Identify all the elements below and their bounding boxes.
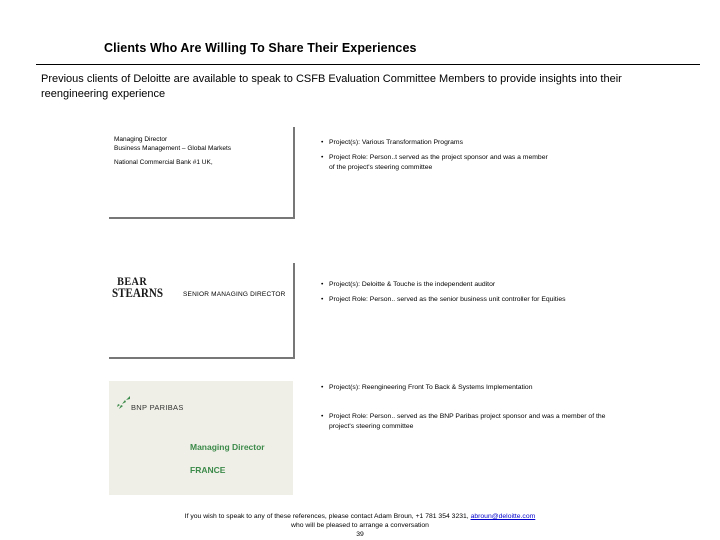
- bullet-icon: •: [321, 413, 324, 420]
- client-2-role: • Project Role: Person.. served as the senior business unit controller for Equities: [321, 296, 566, 303]
- intro-text: Previous clients of Deloitte are available to speak to CSFB Evaluation Committee Members to provide insights into their reengineering experience: [41, 73, 622, 100]
- client-3-role: • Project Role: Person.. served as the BNP Paribas project sponsor and was a member of the project's steering committee: [321, 413, 606, 430]
- page-title: Clients Who Are Willing To Share Their Experiences: [104, 41, 417, 55]
- client-1-title: Managing Director: [114, 136, 168, 143]
- client-3-title: Managing Director: [190, 442, 265, 452]
- client-card-1: [109, 127, 295, 219]
- client-1-role: • Project Role: Person..t served as the project sponsor and was a member of the project's steering committee: [321, 154, 548, 171]
- contact-email-link[interactable]: abroun@deloitte.com: [470, 513, 536, 520]
- footer-contact-text: If you wish to speak to any of these references, please contact Adam Broun, +1 781 354 3231,: [184, 513, 469, 520]
- client-2-project: • Project(s): Deloitte & Touche is the independent auditor: [321, 281, 496, 288]
- client-card-2: [109, 263, 295, 359]
- bnp-paribas-logo: BNP PARIBAS: [131, 403, 184, 412]
- bear-stearns-logo: BEAR STEARNS: [112, 274, 163, 300]
- title-divider: [36, 64, 700, 65]
- bullet-icon: •: [321, 384, 324, 391]
- footer-line-2: who will be pleased to arrange a conversation: [291, 522, 429, 529]
- client-3-country: FRANCE: [190, 465, 226, 475]
- bullet-icon: •: [321, 281, 324, 288]
- page-number: 39: [356, 531, 364, 538]
- client-card-3: [109, 381, 293, 495]
- client-3-project: • Project(s): Reengineering Front To Back & Systems Implementation: [321, 384, 533, 391]
- client-1-department: Business Management – Global Markets: [114, 145, 232, 152]
- bullet-icon: •: [321, 154, 324, 161]
- client-2-title: SENIOR MANAGING DIRECTOR: [183, 291, 286, 298]
- bullet-icon: •: [321, 296, 324, 303]
- bullet-icon: •: [321, 139, 324, 146]
- client-1-project: • Project(s): Various Transformation Programs: [321, 139, 463, 146]
- footer: [120, 512, 600, 539]
- client-1-company: National Commercial Bank #1 UK,: [114, 159, 213, 166]
